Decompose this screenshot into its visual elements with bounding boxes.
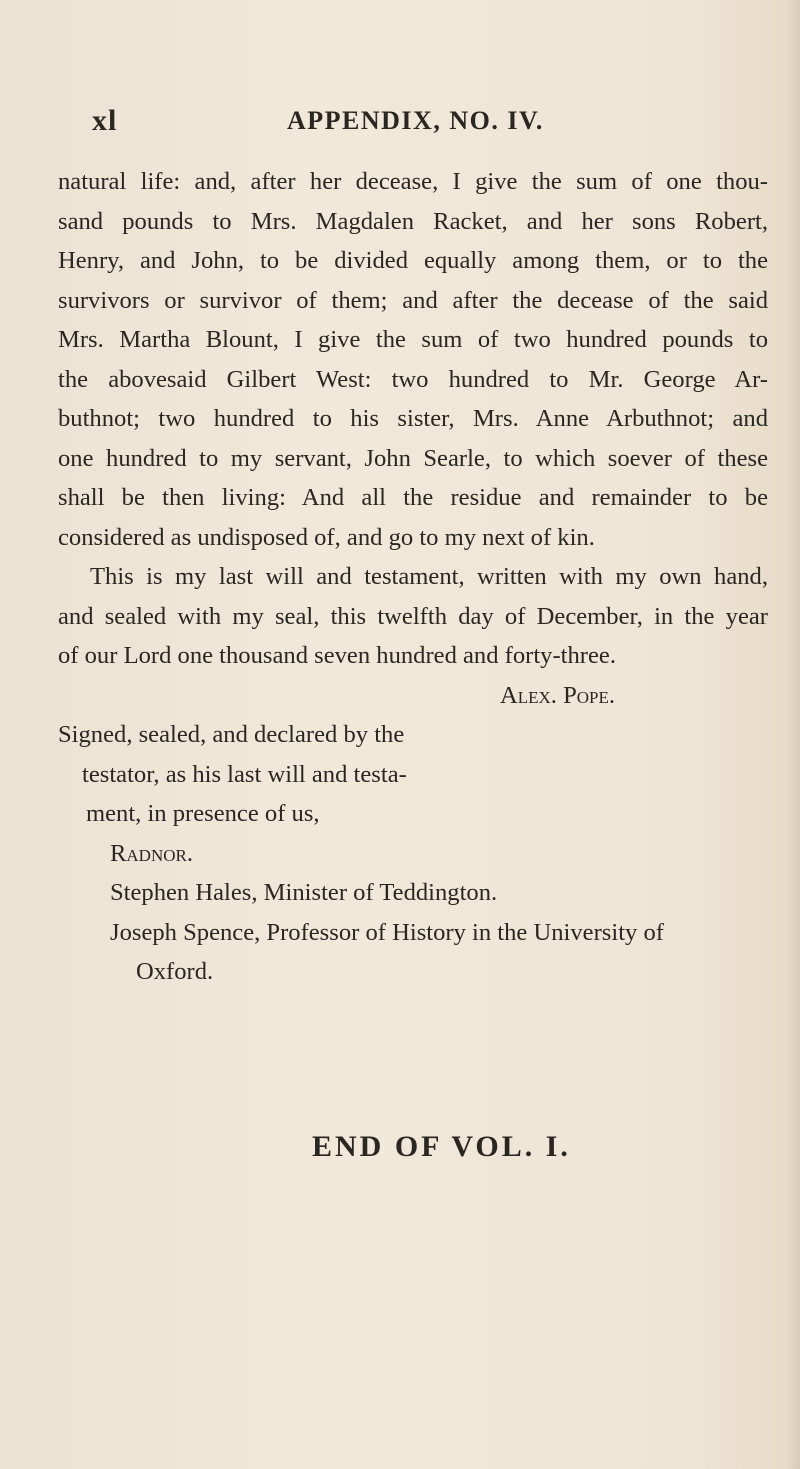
page-header (92, 104, 732, 144)
witness-radnor: Radnor. (110, 839, 193, 867)
testator-signature: Alex. Pope. (500, 681, 616, 709)
closing-line: This is my last will and testament, written with my own hand, (90, 563, 768, 590)
will-line: considered as undisposed of, and go to my next of kin. (58, 523, 595, 551)
witness-hales-text: Stephen Hales, Minister of Teddington. (110, 879, 498, 906)
closing-line: and sealed with my seal, this twelfth day of December, in the year (58, 602, 768, 630)
will-text (58, 162, 768, 992)
end-of-volume: END OF VOL. I. (312, 1130, 571, 1163)
will-line: survivors or survivor of them; and after the decease of the said (58, 286, 768, 314)
witness-spence-cont: Oxford. (136, 958, 214, 985)
page-edge-shadow (786, 0, 800, 1469)
will-line: buthnot; two hundred to his sister, Mrs. Anne Arbuthnot; and (58, 405, 768, 432)
will-line: shall be then living: And all the residue and remainder to be (58, 484, 768, 511)
witness-hales (58, 873, 768, 913)
witness-spence: Joseph Spence, Professor of History in the University of (110, 918, 664, 946)
running-head: APPENDIX, NO. IV. (287, 106, 544, 135)
will-line: sand pounds to Mrs. Magdalen Racket, and her sons Robert, (58, 207, 768, 235)
attestation-line: ment, in presence of us, (86, 800, 320, 827)
page-number: xl (92, 104, 118, 137)
closing-line: of our Lord one thousand seven hundred and forty-three. (58, 642, 616, 669)
will-line: Henry, and John, to be divided equally among them, or to the (58, 247, 768, 274)
will-line: natural life: and, after her decease, I give the sum of one thou- (58, 168, 768, 195)
attestation-line: testator, as his last will and testa- (82, 760, 407, 788)
will-line: one hundred to my servant, John Searle, to which soever of these (58, 444, 768, 472)
will-line: the abovesaid Gilbert West: two hundred to Mr. George Ar- (58, 365, 768, 393)
will-line: Mrs. Martha Blount, I give the sum of two hundred pounds to (58, 326, 768, 353)
attestation-line: Signed, sealed, and declared by the (58, 721, 405, 748)
